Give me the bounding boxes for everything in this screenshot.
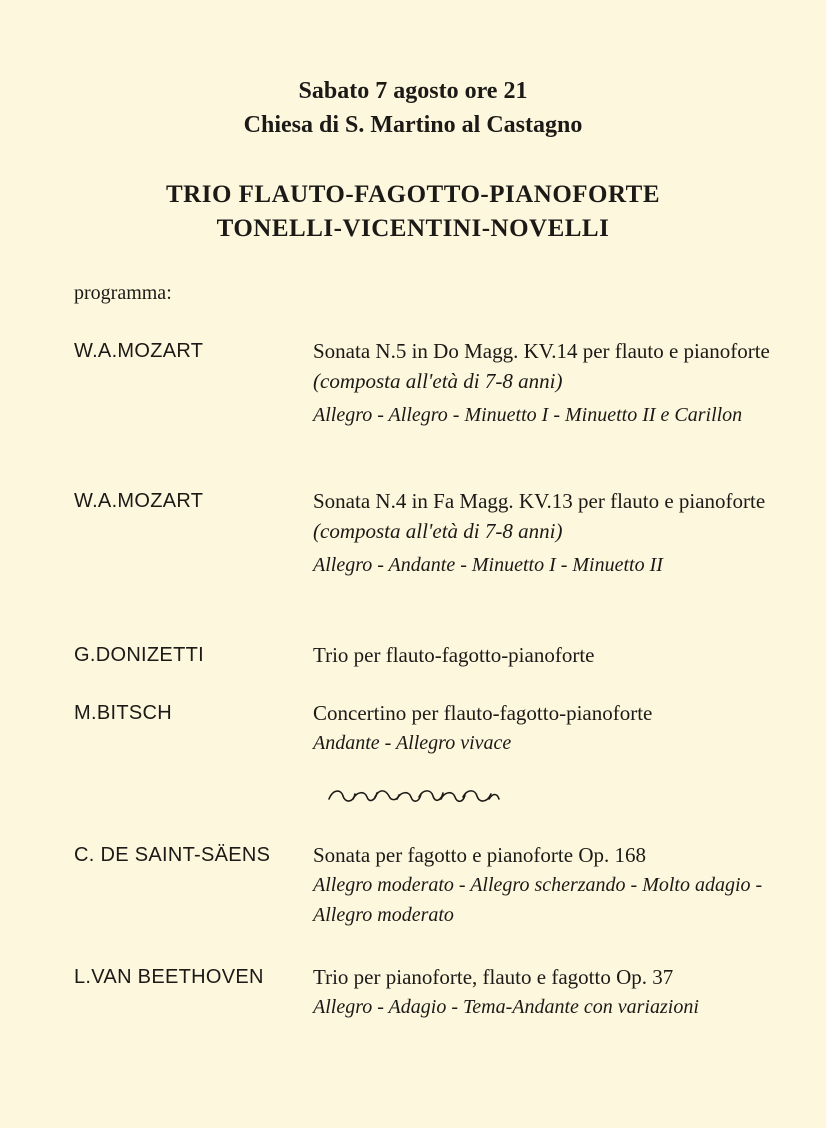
event-venue: Chiesa di S. Martino al Castagno	[243, 112, 583, 138]
ornament-divider-icon	[323, 785, 503, 807]
work-movements: Allegro moderato - Allegro scherzando - Molto adagio - Allegro moderato	[313, 874, 763, 926]
ensemble-header	[0, 178, 826, 246]
work-title-text: Sonata per fagotto e pianoforte Op. 168	[313, 843, 646, 867]
composer-name: L.VAN BEETHOVEN	[74, 966, 264, 988]
ensemble-members: TONELLI-VICENTINI-NOVELLI	[216, 215, 610, 242]
programma-label: programma:	[74, 282, 172, 304]
composer-name: G.DONIZETTI	[74, 644, 204, 666]
event-header	[0, 74, 826, 142]
work-details	[313, 698, 773, 758]
work-movements: Andante - Allegro vivace	[313, 732, 512, 754]
work-note: (composta all'età di 7-8 anni)	[313, 519, 563, 543]
work-note: (composta all'età di 7-8 anni)	[313, 369, 563, 393]
work-details	[313, 640, 773, 670]
work-title-text: Concertino per flauto-fagotto-pianoforte	[313, 701, 653, 725]
work-details	[313, 962, 773, 1022]
work-details	[313, 486, 773, 580]
work-title	[313, 962, 773, 992]
work-details	[313, 336, 773, 430]
composer-name: W.A.MOZART	[74, 340, 204, 362]
ensemble-name: TRIO FLAUTO-FAGOTTO-PIANOFORTE	[165, 181, 661, 208]
work-title	[313, 486, 773, 546]
work-title-text: Trio per pianoforte, flauto e fagotto Op. 37	[313, 965, 674, 989]
work-title	[313, 640, 773, 670]
work-movements: Allegro - Adagio - Tema-Andante con variazioni	[313, 996, 699, 1018]
work-details	[313, 840, 773, 930]
work-movements: Allegro - Andante - Minuetto I - Minuetto II	[313, 554, 663, 576]
composer-name: C. DE SAINT-SÄENS	[74, 844, 271, 866]
event-date-time: Sabato 7 agosto ore 21	[298, 78, 528, 104]
work-title	[313, 840, 773, 870]
work-title-text: Trio per flauto-fagotto-pianoforte	[313, 643, 595, 667]
composer-name: W.A.MOZART	[74, 490, 204, 512]
work-title-text: Sonata N.4 in Fa Magg. KV.13 per flauto e pianoforte	[313, 489, 766, 513]
ornament-divider	[0, 785, 826, 812]
work-title-text: Sonata N.5 in Do Magg. KV.14 per flauto e pianoforte	[313, 339, 770, 363]
work-title	[313, 698, 773, 728]
work-movements: Allegro - Allegro - Minuetto I - Minuetto II e Carillon	[313, 404, 743, 426]
composer-name: M.BITSCH	[74, 702, 172, 724]
work-title	[313, 336, 773, 396]
